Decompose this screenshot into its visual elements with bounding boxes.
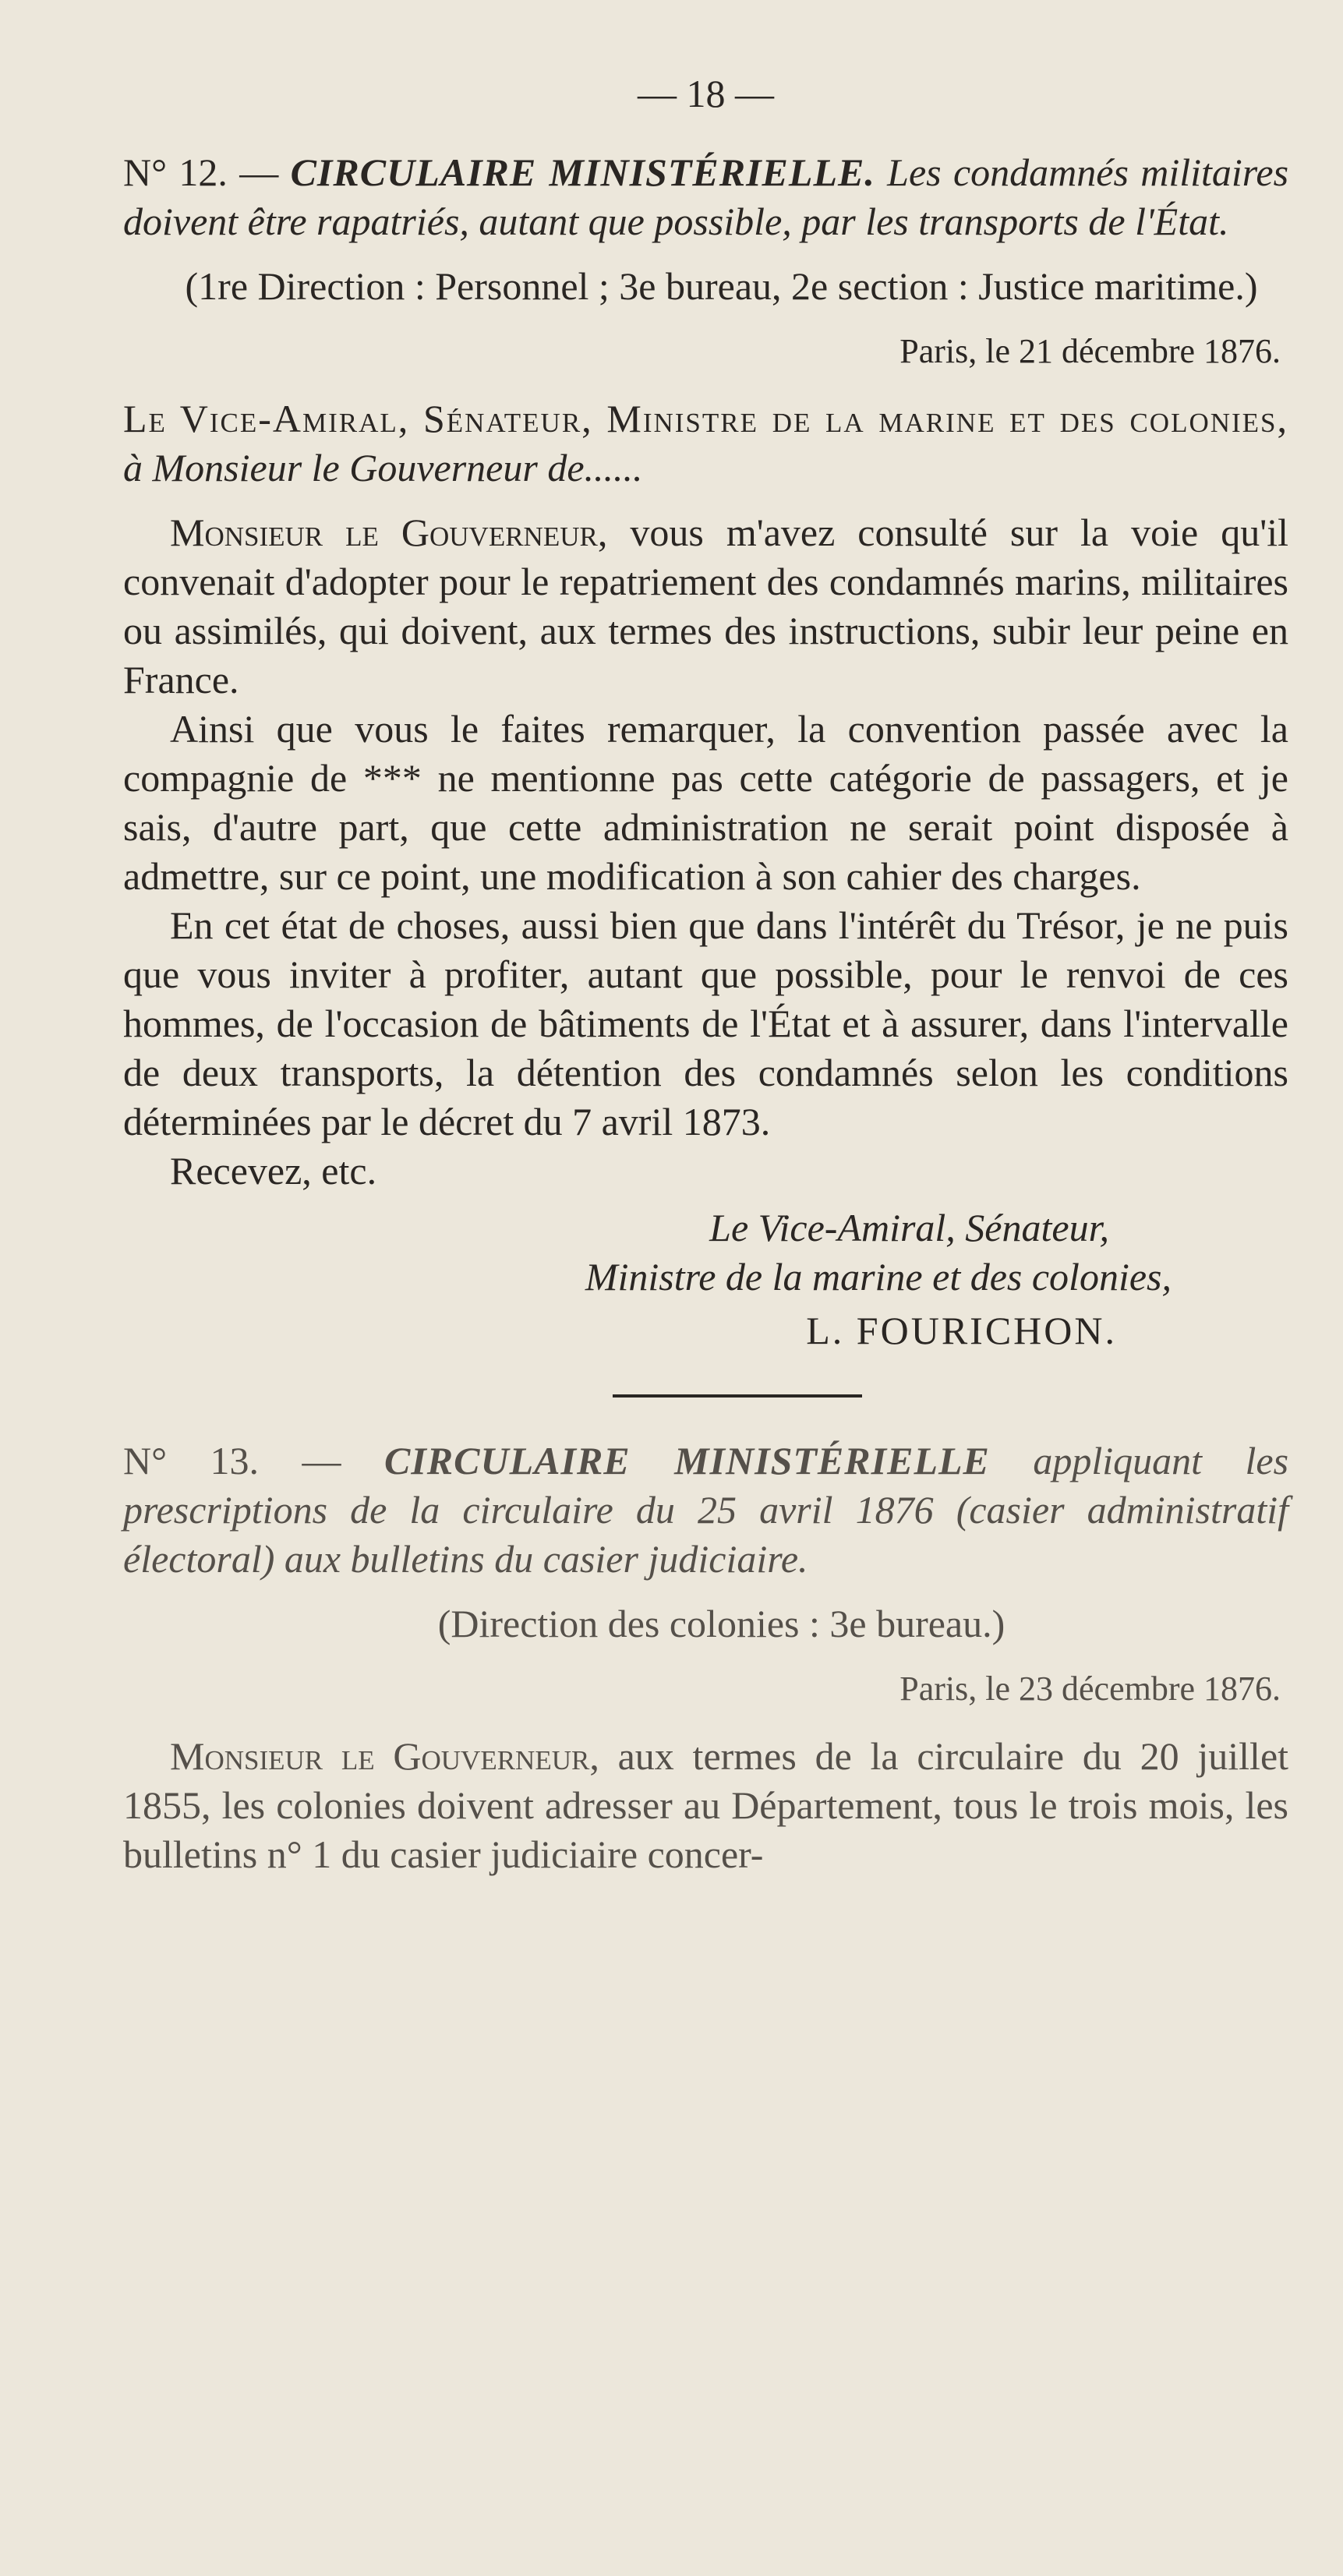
section-divider [613,1394,862,1398]
circular-12 [123,148,1288,1355]
circular-13-salutation: Monsieur le Gouverneur, [170,1734,599,1778]
circular-12-description: Les condamnés militaires doivent être rapatriés, autant que possible, par les transports de l'État. [123,150,1289,243]
circular-12-heading [123,148,1288,246]
circular-12-sender: Le Vice-Amiral, Sénateur, Ministre de la marine et des colonies, [123,397,1288,440]
circular-12-paragraph-1 [123,508,1288,705]
circular-12-number: N° 12. — [123,150,279,194]
circular-12-paragraph-3: En cet état de choses, aussi bien que dans l'intérêt du Trésor, je ne puis que vous inviter à profiter, autant que possible, pour le renvoi de ces hommes, de l'occasion de bâtiments de l'État et à assurer, dans l'intervalle de deux transports, la détention des condamnés selon les conditions déterminées par le décret du 7 avril 1873. [123,903,1288,1143]
circular-13-description: appliquant les prescriptions de la circulaire du 25 avril 1876 (casier administratif électoral) aux bulletins du casier judiciaire. [123,1439,1289,1581]
circular-13-direction: (Direction des colonies : 3e bureau.) [437,1602,1005,1645]
circular-13 [123,1436,1288,1879]
circular-13-number: N° 13. — [123,1439,341,1482]
signature-name: L. FOURICHON. [806,1309,1117,1352]
circular-12-dateline: Paris, le 21 décembre 1876. [899,332,1281,370]
circular-12-signature [123,1203,1288,1355]
circular-12-direction: (1re Direction : Personnel ; 3e bureau, 2e section : Justice maritime.) [185,264,1258,308]
signature-title-line: Le Vice-Amiral, Sénateur, [709,1206,1109,1249]
circular-12-label: CIRCULAIRE MINISTÉRIELLE. [290,150,875,194]
circular-13-dateline: Paris, le 23 décembre 1876. [899,1670,1281,1708]
circular-13-heading [123,1436,1288,1584]
circular-12-closing: Recevez, etc. [170,1149,377,1193]
circular-12-recipient: à Monsieur le Gouverneur de...... [123,446,643,489]
circular-12-salutation: Monsieur le Gouverneur, [170,511,608,554]
page-number: — 18 — [638,72,774,115]
circular-12-address [123,394,1288,493]
circular-12-paragraph-2: Ainsi que vous le faites remarquer, la convention passée avec la compagnie de *** ne mentionne pas cette catégorie de passagers, et je sais, d'autre part, que cette administration ne serait point disposée à admettre, sur ce point, une modification à son cahier des charges. [123,707,1288,898]
signature-office-line: Ministre de la marine et des colonies, [585,1255,1172,1299]
circular-12-paragraph-1-text: vous m'avez consulté sur la voie qu'il convenait d'adopter pour le repatriement des condamnés marins, militaires ou assimilés, qui doivent, aux termes des instructions, subir leur peine en France. [123,511,1289,701]
circular-13-label: CIRCULAIRE MINISTÉRIELLE [383,1439,990,1482]
circular-13-paragraph-1 [123,1732,1288,1879]
circular-13-paragraph-1-text: aux termes de la circulaire du 20 juillet 1855, les colonies doivent adresser au Département, tous le trois mois, les bulletins n° 1 du casier judiciaire concer- [123,1734,1289,1876]
